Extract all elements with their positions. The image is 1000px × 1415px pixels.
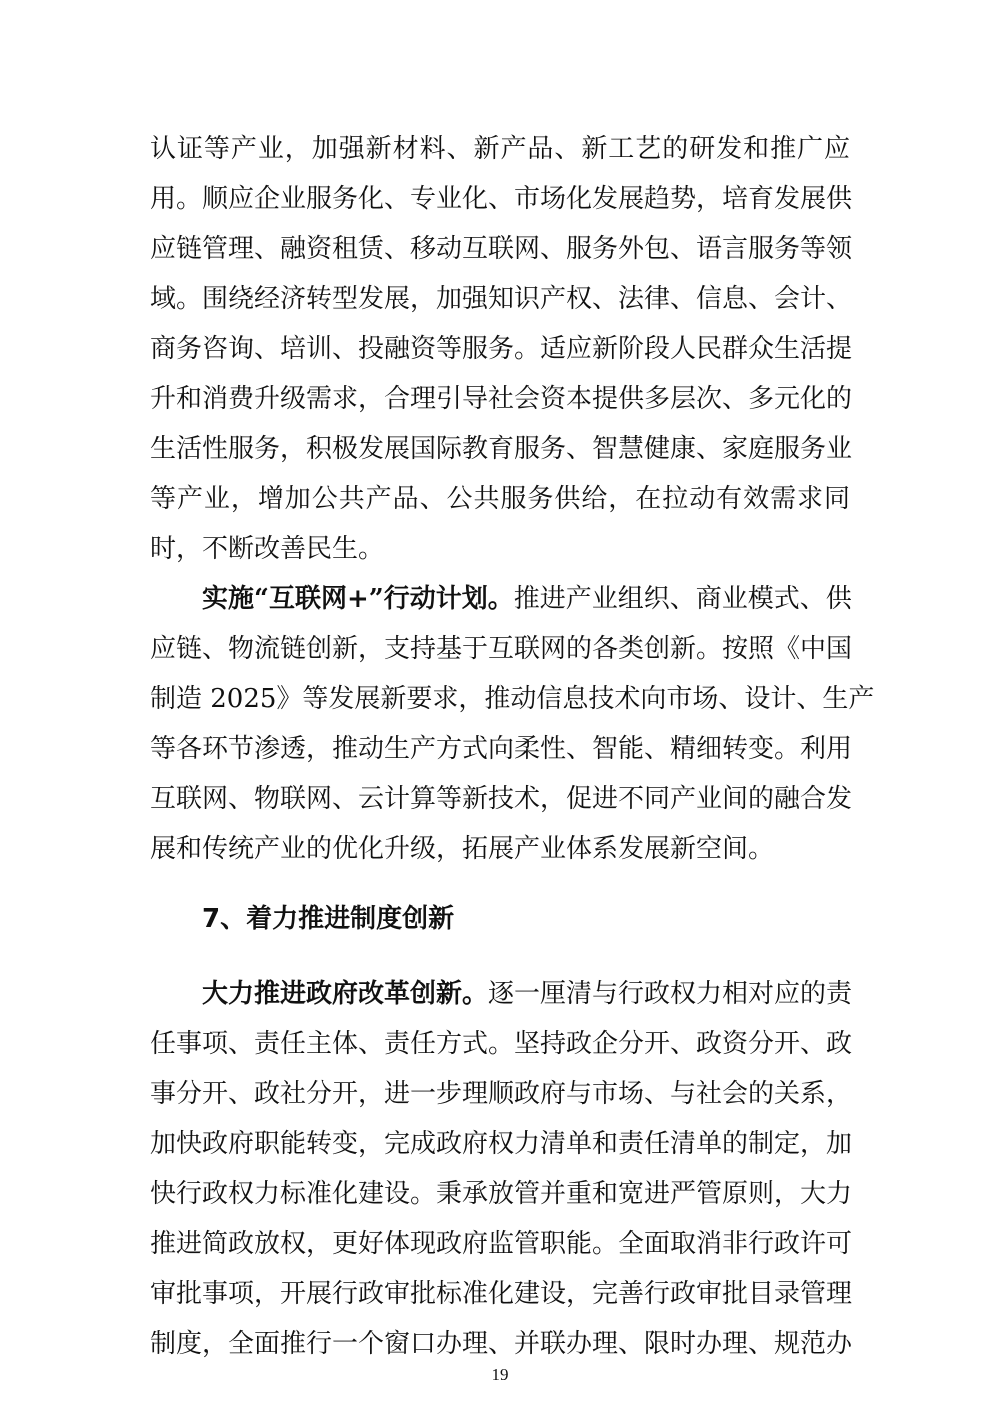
paragraph-line: 展和传统产业的优化升级，拓展产业体系发展新空间。	[150, 834, 775, 864]
page-number: 19	[491, 1365, 509, 1384]
paragraph-line: 生活性服务，积极发展国际教育服务、智慧健康、家庭服务业	[150, 434, 853, 464]
paragraph-line: 升和消费升级需求，合理引导社会资本提供多层次、多元化的	[150, 384, 853, 414]
paragraph-line: 推进简政放权，更好体现政府监管职能。全面取消非行政许可	[150, 1229, 853, 1259]
paragraph-line: 制造 2025》等发展新要求，推动信息技术向市场、设计、生产	[150, 684, 875, 714]
paragraph-line: 等各环节渗透，推动生产方式向柔性、智能、精细转变。利用	[150, 734, 853, 764]
paragraph-text: 逐一厘清与行政权力相对应的责	[488, 979, 853, 1009]
paragraph-line: 用。顺应企业服务化、专业化、市场化发展趋势，培育发展供	[150, 184, 853, 214]
paragraph-line: 制度，全面推行一个窗口办理、并联办理、限时办理、规范办	[150, 1329, 853, 1359]
paragraph-line: 认证等产业，加强新材料、新产品、新工艺的研发和推广应	[150, 134, 850, 164]
paragraph-line: 域。围绕经济转型发展，加强知识产权、法律、信息、会计、	[150, 284, 853, 314]
paragraph-line: 应链、物流链创新，支持基于互联网的各类创新。按照《中国	[150, 634, 853, 664]
bold-lead-heading: 实施“互联网+”行动计划。	[202, 584, 514, 614]
paragraph-line: 审批事项，开展行政审批标准化建设，完善行政审批目录管理	[150, 1279, 853, 1309]
paragraph-line: 等产业，增加公共产品、公共服务供给，在拉动有效需求同	[150, 484, 850, 514]
paragraph-first-line	[202, 580, 850, 618]
paragraph-line: 时，不断改善民生。	[150, 534, 385, 564]
paragraph-line: 事分开、政社分开，进一步理顺政府与市场、与社会的关系，	[150, 1079, 853, 1109]
bold-lead-heading: 大力推进政府改革创新。	[202, 979, 489, 1009]
paragraph-line: 任事项、责任主体、责任方式。坚持政企分开、政资分开、政	[150, 1029, 853, 1059]
paragraph-first-line	[202, 975, 853, 1013]
paragraph-line: 应链管理、融资租赁、移动互联网、服务外包、语言服务等领	[150, 234, 853, 264]
paragraph-line: 加快政府职能转变，完成政府权力清单和责任清单的制定，加	[150, 1129, 853, 1159]
paragraph-line: 商务咨询、培训、投融资等服务。适应新阶段人民群众生活提	[150, 334, 853, 364]
section-heading: 7、着力推进制度创新	[202, 904, 455, 934]
paragraph-line: 快行政权力标准化建设。秉承放管并重和宽进严管原则，大力	[150, 1179, 853, 1209]
paragraph-text: 推进产业组织、商业模式、供	[513, 584, 852, 614]
paragraph-line: 互联网、物联网、云计算等新技术，促进不同产业间的融合发	[150, 784, 853, 814]
